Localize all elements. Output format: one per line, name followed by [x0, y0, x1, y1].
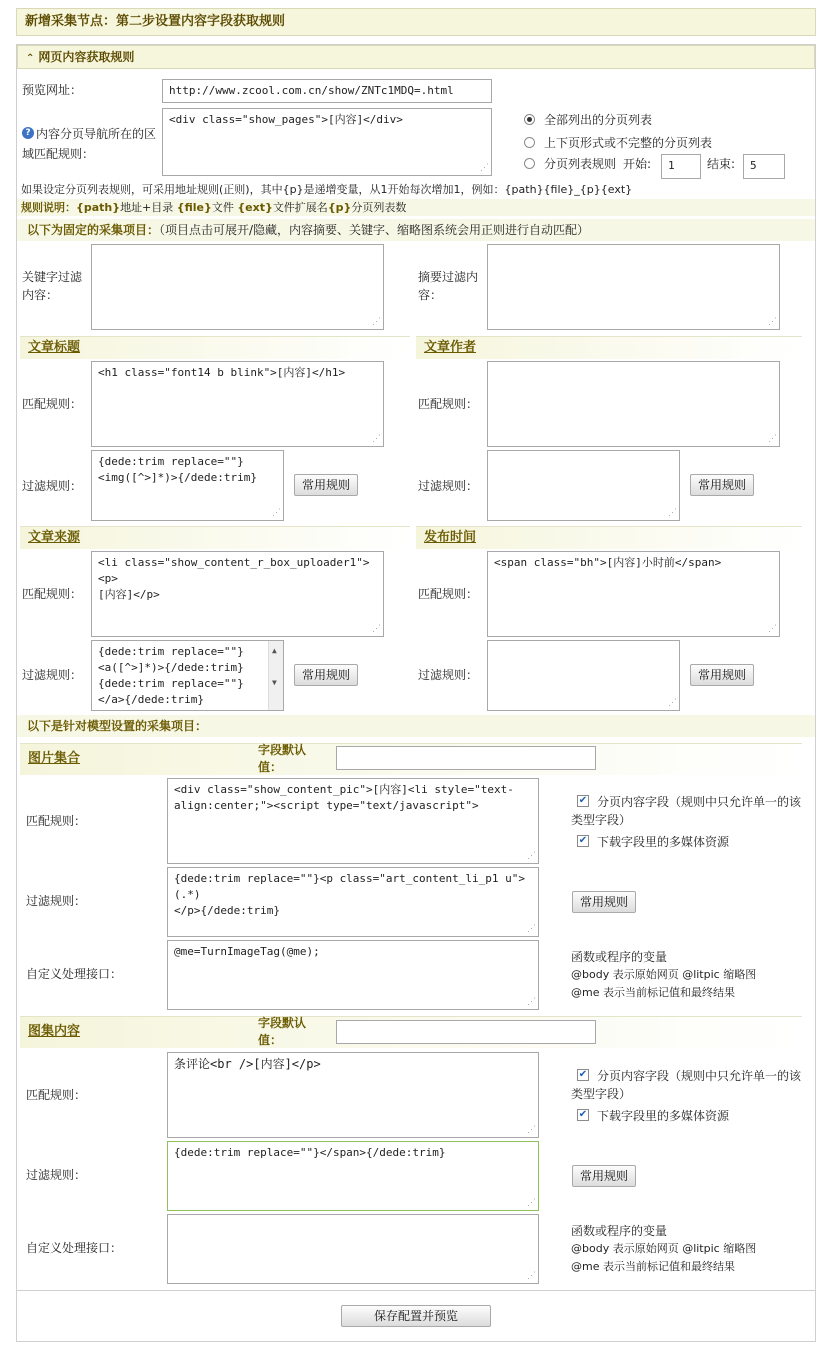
title-filter-label: 过滤规则： — [22, 479, 83, 493]
resize-grip-icon[interactable]: ⋰ — [272, 508, 281, 518]
gallery-custom-label: 自定义处理接口： — [26, 1241, 123, 1255]
resize-grip-icon[interactable]: ⋰ — [527, 1198, 536, 1208]
tip-line-1: 如果设定分页列表规则，可采用地址规则(正则)，其中{p}是递增变量，从1开始每次增加1，例如：{path}{file}_{p}{ext} — [17, 181, 815, 198]
title-filter-line-1: {dede:trim replace=""} — [98, 455, 244, 468]
title-filter-textarea[interactable] — [91, 450, 284, 521]
gallery-filter-label: 过滤规则： — [26, 1168, 87, 1182]
tip2-path: {path} — [76, 201, 121, 214]
resize-grip-icon[interactable]: ⋰ — [372, 624, 381, 634]
gallery-filter-textarea[interactable] — [167, 1141, 539, 1211]
gallery-common-rule-button[interactable]: 常用规则 — [572, 1165, 636, 1187]
model-items-header — [17, 715, 815, 737]
gallery-download-label: 下载字段里的多媒体资源 — [597, 1109, 730, 1123]
author-filter-textarea[interactable] — [487, 450, 680, 521]
images-paged-label-1: 分页内容字段（规则中只允许单一的该 — [597, 795, 802, 809]
section-header[interactable] — [17, 45, 815, 69]
resize-grip-icon[interactable]: ⋰ — [372, 317, 381, 327]
title-filter-line-2: <img([^>]*)>{/dede:trim} — [98, 471, 257, 484]
end-input[interactable]: 5 — [743, 154, 785, 179]
images-default-input[interactable] — [336, 746, 596, 770]
source-filter-line-2: <a([^>]*)>{/dede:trim} — [98, 661, 244, 674]
pubtime-match-textarea[interactable] — [487, 551, 780, 637]
tip-line-2 — [17, 199, 815, 216]
radio-prev-next[interactable] — [524, 137, 535, 148]
source-filter-textarea[interactable] — [91, 640, 284, 711]
summary-filter-label-2: 容： — [418, 288, 443, 302]
keyword-filter-label-2: 内容： — [22, 288, 59, 302]
pubtime-filter-textarea[interactable] — [487, 640, 680, 711]
gallery-filter-value: {dede:trim replace=""}</span>{/dede:trim} — [174, 1146, 446, 1159]
radio-all-pages[interactable] — [524, 114, 535, 125]
pubtime-match-label: 匹配规则： — [418, 587, 479, 601]
radio-prev-next-label: 上下页形式或不完整的分页列表 — [544, 136, 713, 150]
resize-grip-icon[interactable]: ⋰ — [668, 508, 677, 518]
resize-grip-icon[interactable]: ⋰ — [527, 851, 536, 861]
resize-grip-icon[interactable]: ⋰ — [480, 163, 489, 173]
gallery-match-label: 匹配规则： — [26, 1088, 87, 1102]
images-custom-label: 自定义处理接口： — [26, 967, 123, 981]
source-match-label: 匹配规则： — [22, 587, 83, 601]
footer-divider — [17, 1290, 815, 1291]
images-default-label-1: 字段默认 — [258, 743, 307, 757]
pubtime-common-rule-button[interactable]: 常用规则 — [690, 664, 754, 686]
keyword-filter-label-1: 关键字过滤 — [22, 270, 83, 284]
title-field-header[interactable]: 文章标题 — [20, 336, 410, 359]
images-default-label-2: 值： — [258, 760, 283, 774]
gallery-default-input[interactable] — [336, 1020, 596, 1044]
gallery-default-label-1: 字段默认 — [258, 1016, 307, 1030]
pubtime-filter-label: 过滤规则： — [418, 668, 479, 682]
page-title: 新增采集节点：第二步设置内容字段获取规则 — [25, 14, 286, 29]
radio-all-pages-label: 全部列出的分页列表 — [544, 113, 653, 127]
images-match-line-2: align:center;"><script type="text/javascript"> — [174, 799, 479, 812]
images-help-line-2: @me 表示当前标记值和最终结果 — [571, 986, 735, 999]
resize-grip-icon[interactable]: ⋰ — [668, 698, 677, 708]
fixed-items-note: （项目点击可展开/隐藏，内容摘要、关键字、缩略图系统会用正则进行自动匹配） — [159, 223, 590, 237]
model-items-title: 以下是针对模型设置的采集项目： — [27, 719, 208, 733]
images-filter-textarea[interactable] — [167, 867, 539, 937]
title-match-textarea[interactable] — [91, 361, 384, 447]
gallery-match-value: 条评论<br />[内容]</p> — [174, 1057, 321, 1071]
author-match-label: 匹配规则： — [418, 397, 479, 411]
source-filter-label: 过滤规则： — [22, 668, 83, 682]
title-match-value: <h1 class="font14 b blink">[内容]</h1> — [98, 366, 346, 379]
save-preview-button[interactable]: 保存配置并预览 — [341, 1305, 491, 1327]
summary-filter-textarea[interactable] — [487, 244, 780, 330]
gallery-default-label-2: 值： — [258, 1033, 283, 1047]
gallery-custom-textarea[interactable] — [167, 1214, 539, 1284]
gallery-paged-checkbox[interactable]: ✔ — [578, 1069, 588, 1080]
author-match-textarea[interactable] — [487, 361, 780, 447]
pagenav-rule-value: <div class="show_pages">[内容]</div> — [169, 113, 403, 126]
source-common-rule-button[interactable]: 常用规则 — [294, 664, 358, 686]
resize-grip-icon[interactable]: ⋰ — [372, 434, 381, 444]
resize-grip-icon[interactable]: ⋰ — [527, 924, 536, 934]
tip2-p: {p} — [327, 201, 352, 214]
pubtime-field-header[interactable]: 发布时间 — [416, 526, 802, 549]
fixed-items-header[interactable] — [17, 219, 815, 241]
fixed-items-bold: 以下为固定的采集项目： — [27, 223, 160, 237]
section-title: 网页内容获取规则 — [38, 50, 135, 64]
images-paged-checkbox[interactable]: ✔ — [578, 795, 588, 806]
page-header — [16, 8, 816, 36]
gallery-paged-label-1: 分页内容字段（规则中只允许单一的该 — [597, 1069, 802, 1083]
pagenav-label-line1: 内容分页导航所在的区 — [36, 127, 157, 141]
tip2-file-desc: 文件 — [211, 201, 234, 214]
keyword-filter-textarea[interactable] — [91, 244, 384, 330]
source-match-line-2: [内容]</p> — [98, 588, 160, 601]
resize-grip-icon[interactable]: ⋰ — [527, 1271, 536, 1281]
images-download-label: 下载字段里的多媒体资源 — [597, 835, 730, 849]
author-common-rule-button[interactable]: 常用规则 — [690, 474, 754, 496]
gallery-download-checkbox[interactable]: ✔ — [578, 1109, 588, 1120]
scrollbar[interactable] — [268, 641, 283, 710]
start-label: 开始: — [623, 157, 652, 171]
gallery-help-line-2: @me 表示当前标记值和最终结果 — [571, 1260, 735, 1273]
summary-filter-label-1: 摘要过滤内 — [418, 270, 479, 284]
images-filter-label: 过滤规则： — [26, 894, 87, 908]
source-filter-line-1: {dede:trim replace=""} — [98, 645, 244, 658]
title-match-label: 匹配规则： — [22, 397, 83, 411]
images-filter-line-1: {dede:trim replace=""}<p class="art_content_li_p1 u">(.*) — [174, 872, 525, 901]
source-match-line-1: <li class="show_content_r_box_uploader1"><p> — [98, 556, 370, 585]
resize-grip-icon[interactable]: ⋰ — [768, 624, 777, 634]
tip2-prefix: 规则说明： — [21, 201, 76, 214]
preview-url-input[interactable]: http://www.zcool.com.cn/show/ZNTc1MDQ=.html — [162, 79, 492, 103]
source-filter-line-4: </a>{/dede:trim} — [98, 693, 204, 706]
tip2-ext-desc: 文件扩展名 — [272, 201, 328, 214]
images-match-line-1: <div class="show_content_pic">[内容]<li style="text- — [174, 783, 514, 796]
author-filter-label: 过滤规则： — [418, 479, 479, 493]
pagenav-rule-textarea[interactable] — [162, 108, 492, 176]
images-help-line-1: @body 表示原始网页 @litpic 缩略图 — [571, 968, 757, 981]
pagenav-label-line2: 域匹配规则： — [22, 147, 95, 161]
tip2-p-desc: 分页列表数 — [351, 201, 407, 214]
resize-grip-icon[interactable]: ⋰ — [527, 997, 536, 1007]
images-match-textarea[interactable] — [167, 778, 539, 864]
images-paged-label-2: 类型字段） — [571, 813, 632, 827]
images-custom-value: @me=TurnImageTag(@me); — [174, 945, 320, 958]
source-match-textarea[interactable] — [91, 551, 384, 637]
images-filter-line-2: </p>{/dede:trim} — [174, 904, 280, 917]
gallery-field-name[interactable]: 图集内容 — [28, 1024, 81, 1039]
tip2-ext: {ext} — [237, 201, 273, 214]
collapse-icon[interactable]: ⌃ — [26, 53, 35, 64]
tip2-file: {file} — [176, 201, 212, 214]
gallery-match-textarea[interactable] — [167, 1052, 539, 1138]
images-help-title: 函数或程序的变量 — [571, 950, 668, 964]
end-label: 结束: — [707, 157, 736, 171]
gallery-paged-label-2: 类型字段） — [571, 1087, 632, 1101]
gallery-help-line-1: @body 表示原始网页 @litpic 缩略图 — [571, 1242, 757, 1255]
scroll-down-icon[interactable]: ▼ — [272, 678, 277, 687]
images-custom-textarea[interactable] — [167, 940, 539, 1010]
images-match-label: 匹配规则： — [26, 814, 87, 828]
title-common-rule-button[interactable]: 常用规则 — [294, 474, 358, 496]
resize-grip-icon[interactable]: ⋰ — [768, 434, 777, 444]
radio-list-rule[interactable] — [524, 158, 535, 169]
images-download-checkbox[interactable]: ✔ — [578, 835, 588, 846]
author-field-header[interactable]: 文章作者 — [416, 336, 802, 359]
source-filter-line-3: {dede:trim replace=""} — [98, 677, 244, 690]
source-field-header[interactable]: 文章来源 — [20, 526, 410, 549]
help-icon[interactable]: ? — [22, 127, 34, 139]
images-common-rule-button[interactable]: 常用规则 — [572, 891, 636, 913]
preview-url-label: 预览网址： — [22, 83, 83, 97]
pubtime-match-value: <span class="bh">[内容]小时前</span> — [494, 556, 722, 569]
start-input[interactable]: 1 — [661, 154, 701, 179]
scroll-up-icon[interactable]: ▲ — [272, 646, 277, 655]
tip2-path-desc: 地址+目录 — [120, 201, 174, 214]
resize-grip-icon[interactable]: ⋰ — [527, 1125, 536, 1135]
resize-grip-icon[interactable]: ⋰ — [768, 317, 777, 327]
gallery-help-title: 函数或程序的变量 — [571, 1224, 668, 1238]
radio-list-rule-label: 分页列表规则 — [544, 157, 617, 171]
images-field-name[interactable]: 图片集合 — [28, 751, 81, 766]
